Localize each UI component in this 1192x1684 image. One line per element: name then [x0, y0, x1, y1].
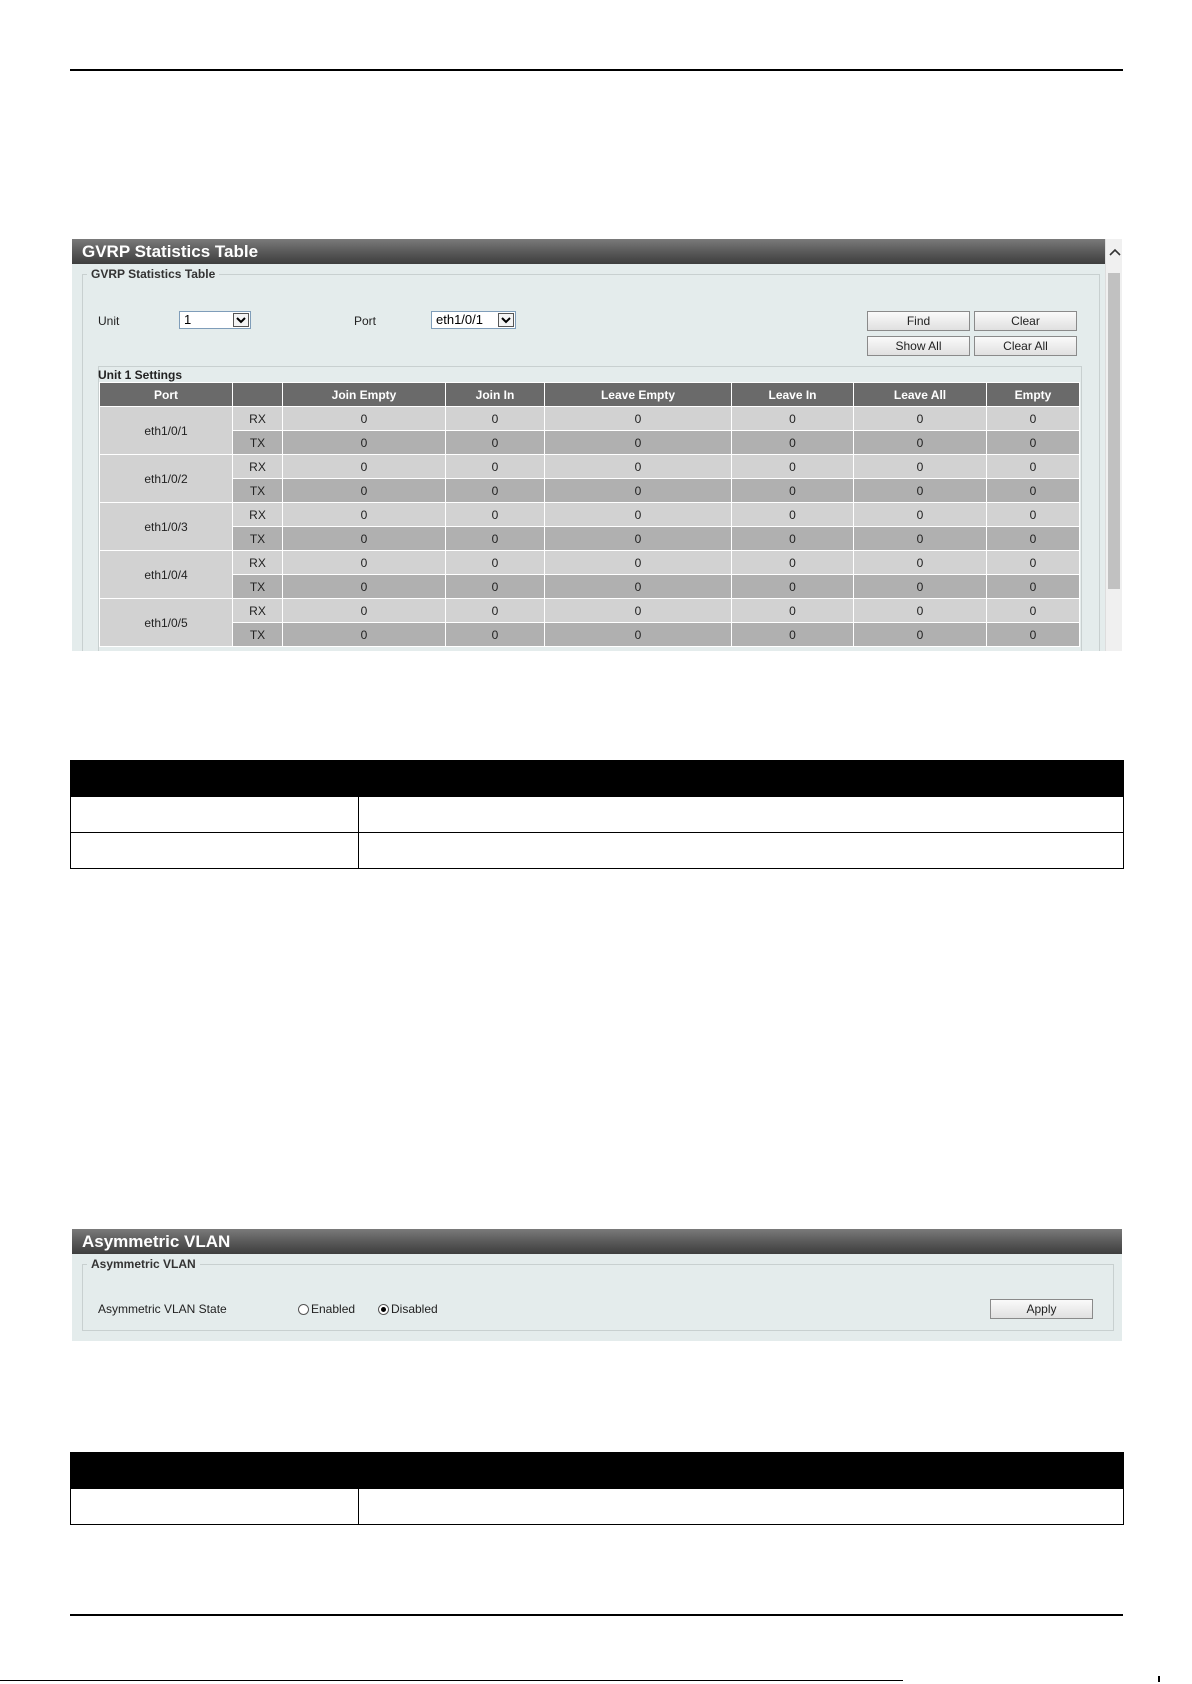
table-cell: 0	[854, 479, 987, 503]
port-cell: eth1/0/4	[100, 551, 233, 599]
enabled-radio[interactable]	[298, 1302, 355, 1316]
group-legend: GVRP Statistics Table	[91, 267, 216, 281]
table-cell: 0	[446, 551, 545, 575]
table-header-row	[100, 383, 1080, 407]
chevron-down-icon[interactable]	[233, 313, 249, 327]
port-cell: eth1/0/2	[100, 455, 233, 503]
table-cell: 0	[446, 503, 545, 527]
port-cell: eth1/0/1	[100, 407, 233, 455]
column-header: Join Empty	[283, 383, 446, 407]
table-header-row	[71, 761, 1124, 797]
header-rule	[70, 69, 1123, 71]
column-header: Empty	[987, 383, 1080, 407]
table-cell: 0	[987, 479, 1080, 503]
port-cell: eth1/0/5	[100, 599, 233, 647]
table-cell: RX	[233, 455, 283, 479]
disabled-radio[interactable]	[378, 1302, 438, 1316]
table-row	[71, 833, 1124, 869]
table-cell: 0	[283, 479, 446, 503]
asymmetric-vlan-panel	[72, 1229, 1122, 1341]
chevron-up-icon[interactable]	[1106, 243, 1122, 260]
asymmetric-vlan-group	[82, 1257, 1114, 1331]
table-cell: 0	[545, 503, 732, 527]
table-cell	[71, 1489, 359, 1525]
table-row	[100, 623, 1080, 647]
apply-button[interactable]: Apply	[990, 1299, 1093, 1319]
table-cell: 0	[854, 455, 987, 479]
table-cell: 0	[987, 503, 1080, 527]
table-cell: 0	[545, 479, 732, 503]
table-cell: TX	[233, 431, 283, 455]
table-cell: 0	[283, 527, 446, 551]
port-select-value: eth1/0/1	[436, 312, 483, 327]
table-row	[100, 455, 1080, 479]
enabled-radio-label: Enabled	[311, 1302, 356, 1316]
clear-all-button[interactable]: Clear All	[974, 336, 1077, 356]
table-cell: 0	[545, 551, 732, 575]
table-cell: 0	[987, 407, 1080, 431]
table-cell: 0	[987, 575, 1080, 599]
table-cell: 0	[446, 479, 545, 503]
footer-rule	[70, 1614, 1123, 1616]
table-cell: TX	[233, 575, 283, 599]
table-cell: 0	[854, 407, 987, 431]
clear-button[interactable]: Clear	[974, 311, 1077, 331]
gvrp-statistics-table	[99, 382, 1080, 647]
table-cell: 0	[283, 575, 446, 599]
column-header: Join In	[446, 383, 545, 407]
table-cell: 0	[987, 527, 1080, 551]
table-cell: 0	[283, 503, 446, 527]
table-cell: 0	[732, 503, 854, 527]
table-cell: 0	[987, 431, 1080, 455]
table-cell: 0	[283, 551, 446, 575]
table-cell: RX	[233, 599, 283, 623]
table-row	[100, 431, 1080, 455]
table-cell: 0	[283, 623, 446, 647]
table-cell: TX	[233, 623, 283, 647]
table-row	[100, 551, 1080, 575]
column-header: Leave All	[854, 383, 987, 407]
column-header: Leave In	[732, 383, 854, 407]
scrollbar-thumb[interactable]	[1108, 273, 1120, 589]
table-cell: 0	[987, 599, 1080, 623]
table-cell: 0	[545, 527, 732, 551]
table-cell: 0	[283, 431, 446, 455]
table-cell: 0	[732, 431, 854, 455]
table-cell: 0	[283, 455, 446, 479]
show-all-button[interactable]: Show All	[867, 336, 970, 356]
unit-label: Unit	[98, 314, 120, 328]
parameter-description-table	[70, 1452, 1124, 1525]
radio-circle[interactable]	[298, 1304, 309, 1315]
unit-select[interactable]	[179, 311, 251, 329]
table-cell	[71, 797, 359, 833]
table-row	[100, 503, 1080, 527]
unit-select-value: 1	[184, 312, 192, 327]
table-cell: 0	[987, 623, 1080, 647]
chevron-down-icon[interactable]	[498, 313, 514, 327]
column-header	[233, 383, 283, 407]
table-cell: 0	[854, 599, 987, 623]
table-cell: 0	[732, 575, 854, 599]
table-cell: 0	[854, 623, 987, 647]
table-cell: 0	[446, 623, 545, 647]
group-legend: Asymmetric VLAN	[91, 1257, 196, 1271]
column-header	[71, 1453, 359, 1489]
table-cell: 0	[545, 431, 732, 455]
column-header	[359, 761, 1124, 797]
column-header	[71, 761, 359, 797]
table-cell: 0	[446, 431, 545, 455]
table-cell: 0	[732, 527, 854, 551]
asymmetric-vlan-state-label: Asymmetric VLAN State	[98, 1302, 227, 1316]
table-row	[71, 1489, 1124, 1525]
table-cell: 0	[732, 623, 854, 647]
vertical-scrollbar[interactable]	[1105, 239, 1122, 651]
table-cell: 0	[732, 455, 854, 479]
port-select[interactable]	[431, 311, 516, 329]
footer-mark	[1158, 1676, 1160, 1682]
table-row	[100, 575, 1080, 599]
table-cell: 0	[854, 431, 987, 455]
find-button[interactable]: Find	[867, 311, 970, 331]
table-cell: 0	[446, 407, 545, 431]
table-cell: RX	[233, 551, 283, 575]
table-cell	[359, 1489, 1124, 1525]
table-cell: RX	[233, 407, 283, 431]
port-label: Port	[354, 314, 377, 328]
table-cell: 0	[545, 599, 732, 623]
table-cell: RX	[233, 503, 283, 527]
disabled-radio-label: Disabled	[391, 1302, 438, 1316]
table-cell	[359, 797, 1124, 833]
table-row	[100, 527, 1080, 551]
table-cell: 0	[545, 575, 732, 599]
table-cell: 0	[854, 503, 987, 527]
table-cell: 0	[446, 527, 545, 551]
column-header	[359, 1453, 1124, 1489]
table-cell: 0	[446, 455, 545, 479]
table-cell	[359, 833, 1124, 869]
table-cell: 0	[545, 407, 732, 431]
panel-title: Asymmetric VLAN	[72, 1229, 1122, 1254]
table-cell: 0	[732, 551, 854, 575]
panel-title: GVRP Statistics Table	[72, 239, 1122, 264]
table-cell: 0	[283, 599, 446, 623]
footer-line	[0, 1680, 903, 1681]
table-cell: TX	[233, 527, 283, 551]
column-header: Port	[100, 383, 233, 407]
table-cell: TX	[233, 479, 283, 503]
table-cell: 0	[854, 551, 987, 575]
gvrp-statistics-panel	[72, 239, 1122, 651]
table-row	[100, 407, 1080, 431]
table-row	[100, 599, 1080, 623]
unit-settings-caption: Unit 1 Settings	[98, 368, 183, 382]
column-header: Leave Empty	[545, 383, 732, 407]
table-cell: 0	[987, 551, 1080, 575]
table-cell: 0	[854, 527, 987, 551]
table-cell: 0	[732, 479, 854, 503]
table-header-row	[71, 1453, 1124, 1489]
table-row	[71, 797, 1124, 833]
table-cell: 0	[987, 455, 1080, 479]
table-cell: 0	[732, 407, 854, 431]
table-cell: 0	[545, 623, 732, 647]
parameter-description-table	[70, 760, 1124, 869]
table-cell: 0	[854, 575, 987, 599]
table-cell: 0	[446, 599, 545, 623]
table-cell	[71, 833, 359, 869]
table-cell: 0	[732, 599, 854, 623]
table-cell: 0	[446, 575, 545, 599]
table-row	[100, 479, 1080, 503]
port-cell: eth1/0/3	[100, 503, 233, 551]
table-cell: 0	[283, 407, 446, 431]
table-cell: 0	[545, 455, 732, 479]
radio-circle-selected[interactable]	[378, 1304, 389, 1315]
